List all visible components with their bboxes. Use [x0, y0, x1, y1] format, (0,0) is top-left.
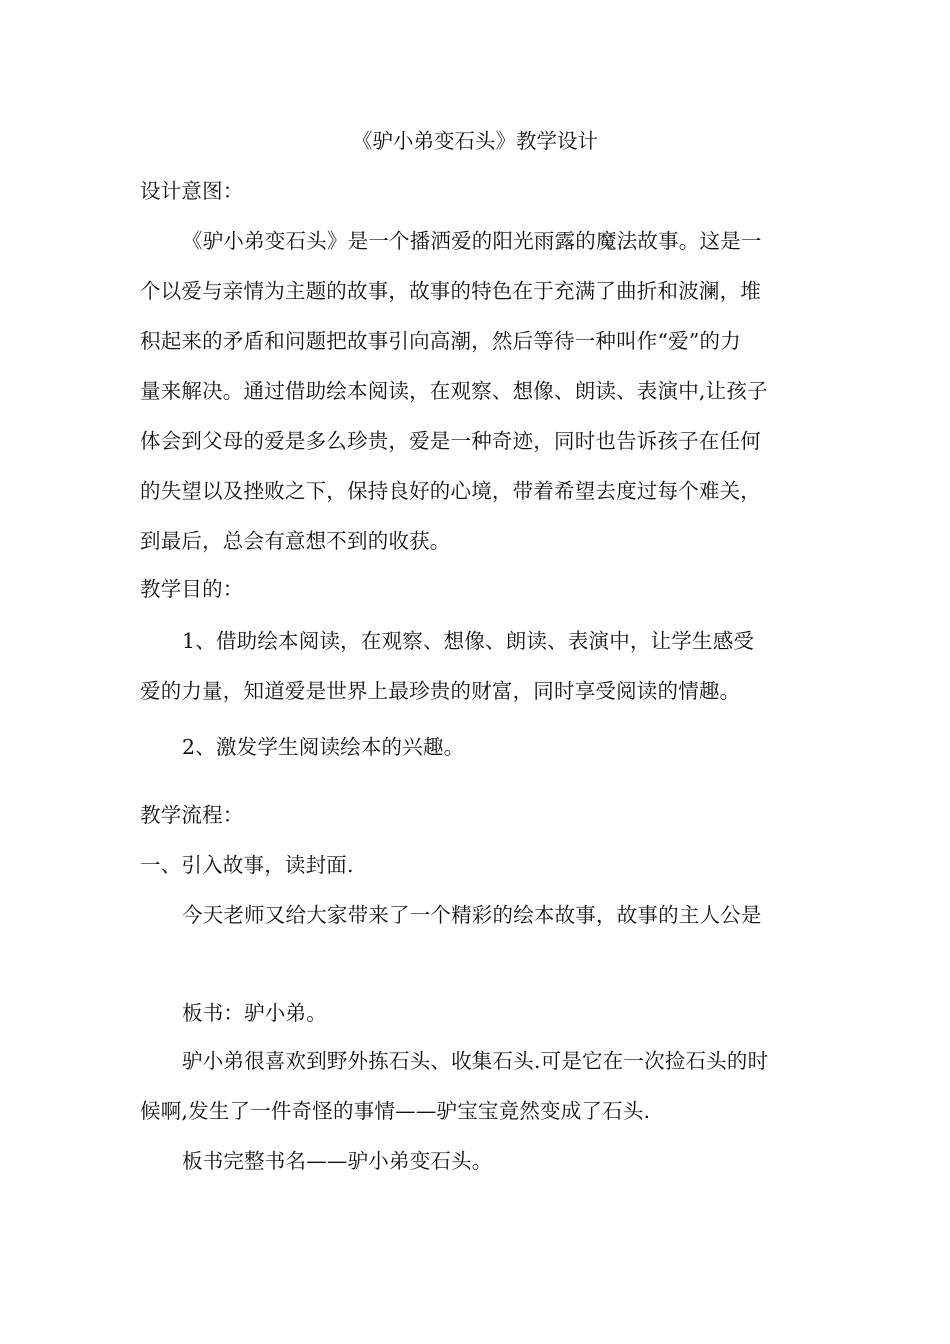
design-intent-line: 积起来的矛盾和问题把故事引向高潮，然后等待一种叫作“爱”的力	[140, 329, 741, 353]
design-intent-line: 的失望以及挫败之下，保持良好的心境，带着希望去度过每个难关，	[140, 479, 761, 503]
goal-2: 2、激发学生阅读绘本的兴趣。	[182, 735, 465, 759]
step-1-intro: 今天老师又给大家带来了一个精彩的绘本故事，故事的主人公是	[182, 903, 762, 927]
board-note-2: 板书完整书名——驴小弟变石头。	[182, 1149, 493, 1173]
design-intent-line: 《驴小弟变石头》是一个播洒爱的阳光雨露的魔法故事。这是一	[182, 229, 762, 253]
story-line: 驴小弟很喜欢到野外拣石头、收集石头.可是它在一次捡石头的时	[182, 1049, 769, 1073]
design-intent-heading: 设计意图：	[140, 179, 244, 203]
board-note-1: 板书：驴小弟。	[182, 1001, 327, 1025]
teaching-process-heading: 教学流程：	[140, 803, 244, 827]
teaching-goals-heading: 教学目的：	[140, 577, 244, 601]
design-intent-line: 量来解决。通过借助绘本阅读，在观察、想像、朗读、表演中,让孩子	[140, 379, 768, 403]
story-line: 候啊,发生了一件奇怪的事情——驴宝宝竟然变成了石头.	[140, 1099, 651, 1123]
goal-1-line: 爱的力量，知道爱是世界上最珍贵的财富，同时享受阅读的情趣。	[140, 679, 741, 703]
document-title: 《驴小弟变石头》教学设计	[352, 129, 598, 153]
design-intent-line: 个以爱与亲情为主题的故事，故事的特色在于充满了曲折和波澜，堆	[140, 279, 761, 303]
goal-1-line: 1、借助绘本阅读，在观察、想像、朗读、表演中，让学生感受	[182, 629, 755, 653]
design-intent-line: 体会到父母的爱是多么珍贵，爱是一种奇迹，同时也告诉孩子在任何	[140, 429, 761, 453]
step-1-heading: 一、引入故事，读封面.	[140, 853, 354, 877]
design-intent-line: 到最后，总会有意想不到的收获。	[140, 529, 451, 553]
